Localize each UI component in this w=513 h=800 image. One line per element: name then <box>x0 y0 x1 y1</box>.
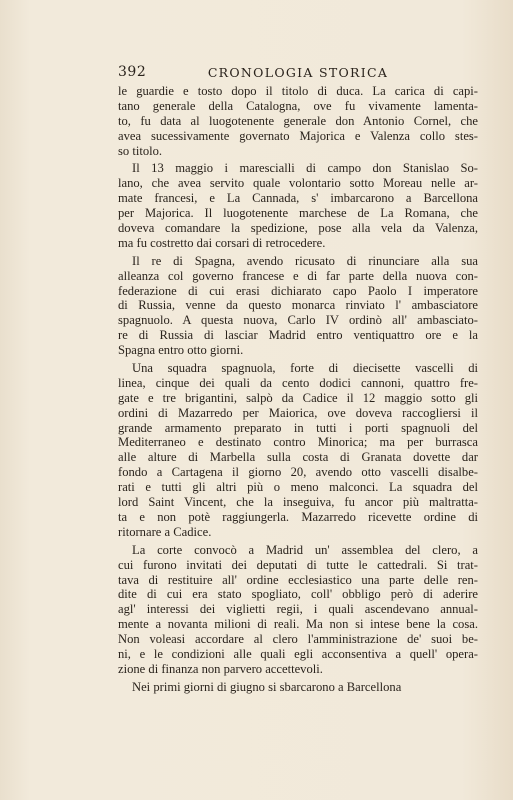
text-line: grande armamento preparato in tutti i porti spagnuoli del <box>118 420 478 435</box>
text-line: tava di restituire all' ordine ecclesiastico una parte delle ren- <box>118 572 478 587</box>
text-line: Spagna entro otto giorni. <box>118 343 244 358</box>
text-line: Il 13 maggio i marescialli di campo don Stanislao So- <box>132 161 478 176</box>
text-line: per Majorica. Il luogotenente marchese de La Romana, che <box>118 206 478 221</box>
text-line: Il re di Spagna, avendo ricusato di rinunciare alla sua <box>132 253 478 268</box>
paragraph <box>118 254 478 358</box>
paragraph <box>118 543 478 677</box>
paragraph <box>118 680 478 695</box>
text-line: gate e tre brigantini, salpò da Cadice il 12 maggio sotto gli <box>118 390 478 405</box>
text-line: cui furono invitati dei deputati di tutte le cattedrali. Si trat- <box>118 557 478 572</box>
text-line: Mediterraneo e destinato contro Minorica; ma per burrasca <box>118 435 478 450</box>
paragraph <box>118 84 478 158</box>
text-line: fondo a Cartagena il giorno 20, avendo otto vascelli disalbe- <box>118 465 478 480</box>
text-line: mate francesi, e La Cannada, s' imbarcarono a Barcellona <box>118 191 478 206</box>
text-line: di Russia, venne da questo monarca rinviato l' ambasciatore <box>118 298 478 313</box>
text-line: ritornare a Cadice. <box>118 524 212 539</box>
text-line: Una squadra spagnuola, forte di diecisette vascelli di <box>132 361 478 376</box>
text-line: lano, che avea servito quale volontario sotto Moreau nelle ar- <box>118 176 478 191</box>
text-line: ni, e le condizioni alle quali egli acconsentiva a quell' opera- <box>118 646 478 661</box>
running-title: CRONOLOGIA STORICA <box>207 65 389 80</box>
text-line: spagnuolo. A questa nuova, Carlo IV ordinò all' ambasciato- <box>118 313 478 328</box>
text-line: so titolo. <box>118 143 163 158</box>
text-line: linea, cinque dei quali da cento dodici cannoni, quattro fre- <box>118 375 478 390</box>
paragraph <box>118 361 478 540</box>
text-line: rati e tutti gli altri più o meno malconci. La squadra del <box>118 480 478 495</box>
page-number: 392 <box>118 64 147 80</box>
text-line: dite di cui era stato spogliato, coll' obbligo però di aderire <box>118 587 478 602</box>
text-line: avea sucessivamente governato Majorica e Valenza collo stes- <box>118 128 478 143</box>
body-text <box>118 84 478 695</box>
text-line: La corte convocò a Madrid un' assemblea del clero, a <box>132 542 478 557</box>
text-line: alle alture di Marbella sulla costa di Granata dovette dar <box>118 450 478 465</box>
paragraph <box>118 161 478 250</box>
text-line: mente a novanta milioni di reali. Ma non si intese bene la cosa. <box>118 617 478 632</box>
text-line: Non voleasi accordare al clero l'amministrazione de' suoi be- <box>118 632 478 647</box>
text-line: lord Saint Vincent, che la inseguiva, fu ancor più maltratta- <box>118 495 478 510</box>
text-line: federazione di cui erasi dichiarato capo Paolo I imperatore <box>118 283 478 298</box>
text-line: doveva comandare la spedizione, pose alla vela da Valenza, <box>118 221 478 236</box>
text-line: re di Russia di lasciar Madrid entro ventiquattro ore e la <box>118 328 478 343</box>
text-line: to, fu data al luogotenente generale don Antonio Cornel, che <box>118 113 478 128</box>
text-line: ta e non potè raggiungerla. Mazarredo ricevette ordine di <box>118 509 478 524</box>
text-line: Nei primi giorni di giugno si sbarcarono a Barcellona <box>132 679 402 694</box>
text-line: ma fu costretto dai corsari di retrocedere. <box>118 235 326 250</box>
text-line: agl' interessi dei viglietti regii, i quali ascendevano annual- <box>118 602 478 617</box>
text-line: le guardie e tosto dopo il titolo di duca. La carica di capi- <box>118 84 478 98</box>
text-line: ordini di Mazarredo per Maiorica, ove doveva raccogliersi il <box>118 405 478 420</box>
text-line: tano generale della Catalogna, ove fu vivamente lamenta- <box>118 98 478 113</box>
text-line: alleanza col governo francese e di far parte della nuova con- <box>118 268 478 283</box>
text-line: zione di finanza non parvero accettevoli. <box>118 661 323 676</box>
page-header <box>118 64 478 82</box>
